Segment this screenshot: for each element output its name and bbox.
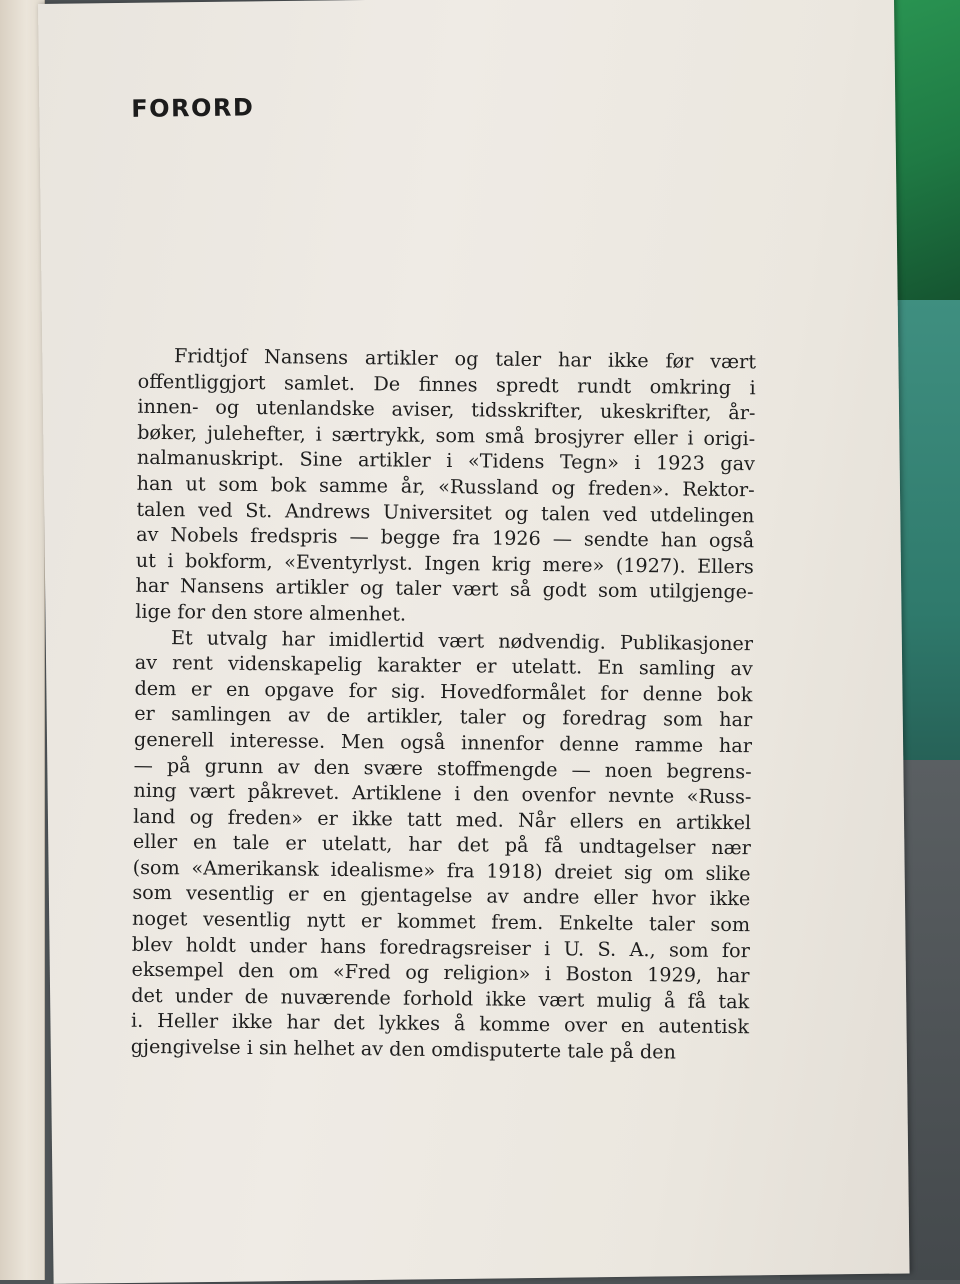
text-line: generell interesse. Men også innenfor denne ramme har: [133, 727, 753, 758]
text-line: innen- og utenlandske aviser, tidsskrifter, ukeskrifter, år-: [137, 394, 756, 425]
text-line: Fridtjof Nansens artikler og taler har ikke før vært: [173, 344, 757, 374]
book-page: [38, 0, 910, 1284]
text-line: eksempel den om «Fred og religion» i Boston 1929, har: [131, 958, 750, 988]
paragraph-1: [135, 343, 756, 631]
left-page-edge: [0, 0, 45, 1280]
text-line: av rent videnskapelig karakter er utelatt. En samling av: [134, 650, 753, 681]
text-line: offentliggjort samlet. De finnes spredt rundt omkring i: [137, 369, 756, 399]
text-line: noget vesentlig nytt er kommet frem. Enkelte taler som: [131, 906, 751, 937]
text-line: ning vært påkrevet. Artiklene i den ovenfor nevnte «Russ-: [133, 778, 752, 809]
text-line: dem er en opgave for sig. Hovedformålet for denne bok: [134, 676, 753, 706]
text-line: land og freden» er ikke tatt med. Når ellers en artikkel: [133, 804, 752, 834]
text-line: er samlingen av de artikler, taler og foredrag som har: [134, 702, 753, 732]
page-heading: FORORD: [131, 93, 255, 123]
text-line: i. Heller ikke har det lykkes å komme over en autentisk: [130, 1009, 750, 1039]
text-line: av Nobels fredspris — begge fra 1926 — sendte han også: [136, 522, 755, 553]
text-line: han ut som bok samme år, «Russland og freden». Rektor-: [136, 471, 755, 502]
text-line: blev holdt under hans foredragsreiser i U. S. A., som for: [131, 932, 750, 962]
text-line: gjengivelse i sin helhet av den omdisputerte tale på den: [130, 1034, 677, 1064]
text-line: ut i bokform, «Eventyrlyst. Ingen krig mere» (1927). Ellers: [135, 548, 754, 579]
text-line: lige for den store almenhet.: [135, 599, 407, 626]
text-line: det under de nuværende forhold ikke vært mulig å få tak: [131, 983, 750, 1014]
text-line: bøker, julehefter, i særtrykk, som små brosjyrer eller i origi-: [137, 420, 756, 451]
text-line: eller en tale er utelatt, har det på få undtagelser nær: [132, 830, 752, 860]
text-line: Et utvalg har imidlertid vært nødvendig. Publikasjoner: [170, 625, 754, 655]
body-text: [131, 343, 756, 1066]
text-line: — på grunn av den svære stoffmengde — noen begrens-: [133, 753, 752, 783]
text-line: talen ved St. Andrews Universitet og talen ved utdelingen: [136, 497, 755, 527]
text-line: som vesentlig er en gjentagelse av andre eller hvor ikke: [132, 881, 751, 911]
text-line: (som «Amerikansk idealisme» fra 1918) dreiet sig om slike: [132, 855, 751, 886]
text-line: har Nansens artikler og taler vært så godt som utilgjenge-: [135, 574, 754, 604]
paragraph-2: [131, 624, 754, 1066]
text-line: nalmanuskript. Sine artikler i «Tidens Tegn» i 1923 gav: [136, 446, 756, 476]
